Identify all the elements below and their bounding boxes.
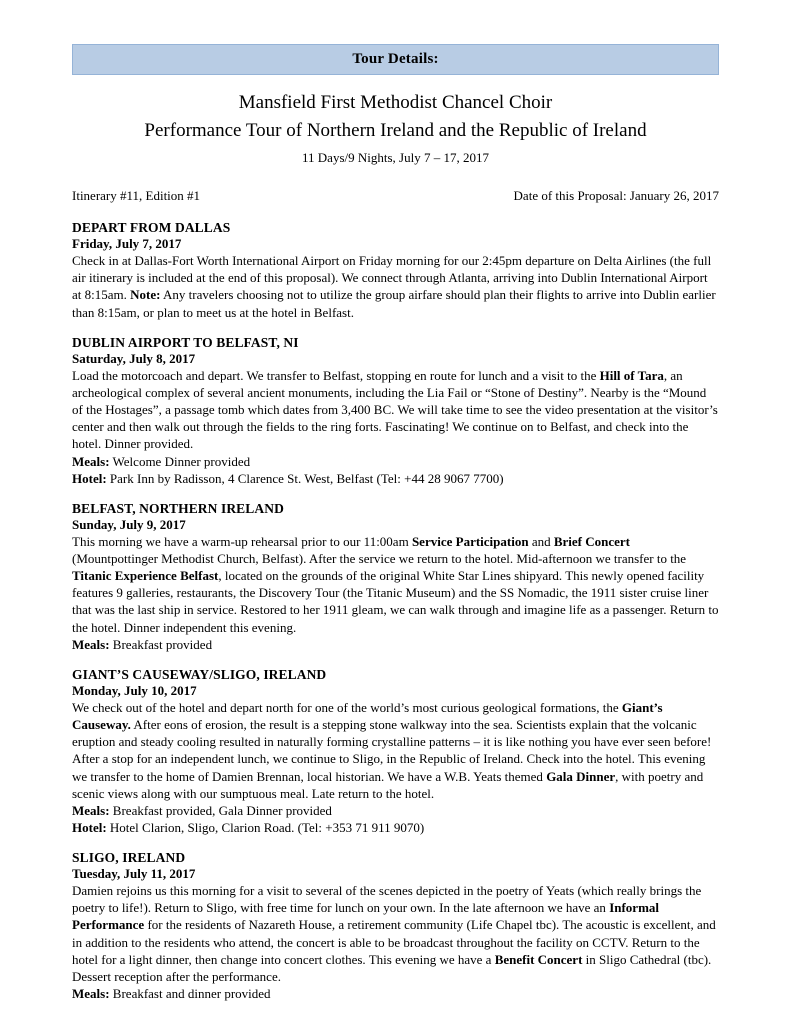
section-body: This morning we have a warm-up rehearsal prior to our 11:00am Service Participation and Brief Concert (Mountpottinger Methodist Church, Belfast). After the service we return to the hotel. Mid-afternoon we transfer to the Titanic Experience Belfast, located on the grounds of the original White Star Lines shipyard. This newly opened facility features 9 galleries, restaurants, the Discovery Tour (the Titanic Museum) and the SS Nomadic, the 1911 sister cruise liner that was the last ship in service. Restored to her 1911 gleam, we can walk through and imagine life as a passenger. Return to the hotel. Dinner independent this evening. — [72, 533, 719, 635]
section-detail-line — [72, 985, 719, 1002]
section-date: Sunday, July 9, 2017 — [72, 516, 186, 532]
section-detail-label: Meals: — [72, 802, 110, 818]
document-title-line1: Mansfield First Methodist Chancel Choir — [238, 92, 553, 113]
section-body: Load the motorcoach and depart. We transfer to Belfast, stopping en route for lunch and a visit to the Hill of Tara, an archeological complex of several ancient monuments, including the Lia Fail or “Stone of Destiny”. Nearby is the “Mound of the Hostages”, a passage tomb which dates from 3,400 BC. We will take time to see the video presentation at the visitor’s center and then walk out through the fields to the ring forts. Fascinating! We continue on to Belfast, and check into the hotel. Dinner provided. — [72, 367, 718, 452]
section-detail-line — [72, 470, 719, 487]
section-body: We check out of the hotel and depart north for one of the world’s most curious geological formations, the Giant’s Causeway. After eons of erosion, the result is a stepping stone walkway into the sea. Scientists explain that the volcanic eruption and steady cooling resulted in naturally forming crystalline patterns – it is like nothing you have ever seen before! After a stop for an independent lunch, we continue to Sligo, in the Republic of Ireland. Check into the hotel. This evening we transfer to the home of Damien Brennan, local historian. We have a W.B. Yeats themed Gala Dinner, with poetry and scenic views along with our sumptuous meal. Late return to the hotel. — [72, 699, 712, 801]
itinerary-sections — [72, 220, 719, 1002]
section-date: Monday, July 10, 2017 — [72, 682, 197, 698]
section-detail-label: Hotel: — [72, 470, 107, 486]
tour-details-banner — [72, 44, 719, 75]
itinerary-section — [72, 667, 719, 836]
document-title-line2: Performance Tour of Northern Ireland and the Republic of Ireland — [144, 119, 647, 141]
section-heading: DUBLIN AIRPORT TO BELFAST, NI — [72, 334, 299, 350]
section-heading: SLIGO, IRELAND — [72, 850, 186, 866]
section-detail-line — [72, 802, 719, 819]
section-detail-line — [72, 819, 719, 836]
section-heading: BELFAST, NORTHERN IRELAND — [72, 500, 284, 516]
itinerary-edition: Itinerary #11, Edition #1 — [72, 188, 201, 204]
section-heading: GIANT’S CAUSEWAY/SLIGO, IRELAND — [72, 666, 327, 682]
document-title — [72, 89, 719, 144]
section-detail-line — [72, 453, 719, 470]
section-body: Damien rejoins us this morning for a visit to several of the scenes depicted in the poetry of Yeats (which really brings the poetry to life!). Return to Sligo, with free time for lunch on your own. In the late afternoon we have an Informal Performance for the residents of Nazareth House, a retirement community (Life Chapel tbc). The acoustic is excellent, and in addition to the residents who attend, the concert is able to be broadcast throughout the facility on CCTV. Return to the hotel for a light dinner, then change into concert clothes. This evening we have a Benefit Concert in Sligo Cathedral (tbc). Dessert reception after the performance. — [72, 883, 716, 984]
section-detail-value: Breakfast provided — [109, 636, 213, 652]
section-detail-line — [72, 636, 719, 653]
itinerary-section — [72, 850, 719, 1002]
section-detail-label: Meals: — [72, 453, 110, 469]
itinerary-section — [72, 220, 719, 321]
section-detail-value: Breakfast and dinner provided — [109, 986, 271, 1002]
section-detail-label: Meals: — [72, 986, 110, 1002]
section-detail-label: Meals: — [72, 636, 110, 652]
section-detail-value: Hotel Clarion, Sligo, Clarion Road. (Tel: +353 71 911 9070) — [106, 820, 425, 835]
section-date: Friday, July 7, 2017 — [72, 236, 182, 252]
section-heading: DEPART FROM DALLAS — [72, 220, 231, 236]
document-subtitle: 11 Days/9 Nights, July 7 – 17, 2017 — [302, 150, 489, 166]
section-body: Check in at Dallas-Fort Worth International Airport on Friday morning for our 2:45pm departure on Delta Airlines (the full air itinerary is included at the end of this proposal). We connect through Atlanta, arriving into Dublin International Airport at 8:15am. Note: Any travelers choosing not to utilize the group airfare should plan their flights to arrive into Dublin earlier than 8:15am, or plan to meet us at the hotel in Belfast. — [72, 253, 716, 320]
section-date: Saturday, July 8, 2017 — [72, 350, 196, 366]
section-detail-value: Breakfast provided, Gala Dinner provided — [109, 802, 332, 818]
section-date: Tuesday, July 11, 2017 — [72, 866, 196, 882]
section-detail-value: Park Inn by Radisson, 4 Clarence St. West, Belfast (Tel: +44 28 9067 7700) — [106, 470, 504, 486]
proposal-date: Date of this Proposal: January 26, 2017 — [513, 188, 719, 204]
banner-title: Tour Details: — [352, 51, 439, 67]
section-detail-label: Hotel: — [72, 820, 107, 835]
section-detail-value: Welcome Dinner provided — [109, 453, 251, 469]
itinerary-section — [72, 335, 719, 487]
itinerary-section — [72, 501, 719, 653]
meta-row — [72, 188, 719, 204]
